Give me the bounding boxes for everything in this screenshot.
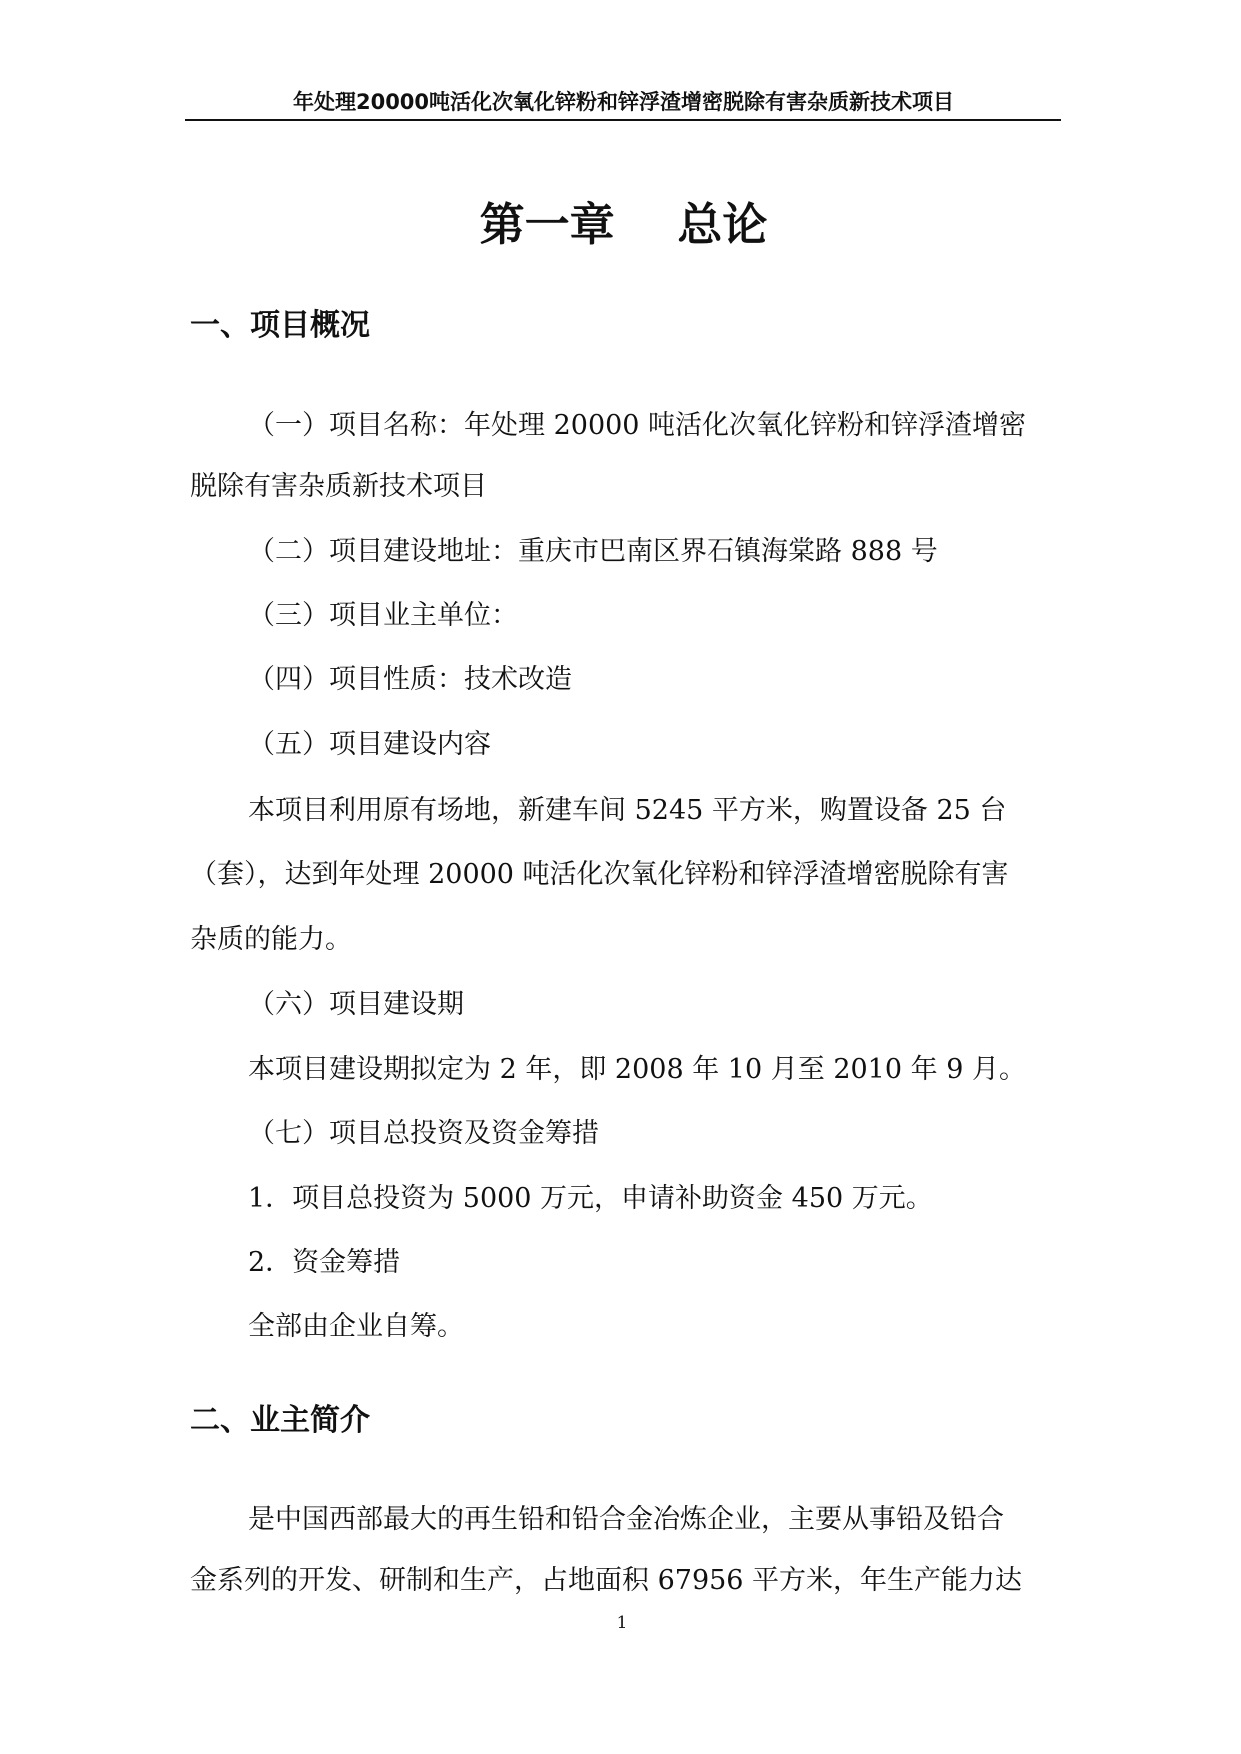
paragraph-line: 2．资金筹措 xyxy=(248,1247,401,1278)
running-header: 年处理20000吨活化次氧化锌粉和锌浮渣增密脱除有害杂质新技术项目 xyxy=(292,90,955,114)
section-heading-project-overview: 一、项目概况 xyxy=(190,308,370,343)
chapter-title: 第一章 总论 xyxy=(479,198,768,251)
section-heading-owner-profile: 二、业主简介 xyxy=(190,1403,370,1438)
header-rule xyxy=(185,119,1061,121)
paragraph-line: （六）项目建设期 xyxy=(248,989,464,1020)
paragraph-line: 本项目建设期拟定为 2 年，即 2008 年 10 月至 2010 年 9 月。 xyxy=(248,1054,1026,1085)
page-number: 1 xyxy=(616,1613,628,1633)
paragraph-line: 金系列的开发、研制和生产，占地面积 67956 平方米，年生产能力达 xyxy=(190,1565,1023,1596)
paragraph-line: 本项目利用原有场地，新建车间 5245 平方米，购置设备 25 台 xyxy=(248,795,1007,826)
paragraph-line: 脱除有害杂质新技术项目 xyxy=(190,471,487,502)
paragraph-line: （三）项目业主单位： xyxy=(248,600,518,631)
paragraph-line: 杂质的能力。 xyxy=(190,924,352,955)
paragraph-line: 是中国西部最大的再生铅和铅合金冶炼企业，主要从事铅及铅合 xyxy=(248,1504,1004,1535)
paragraph-line: 1．项目总投资为 5000 万元，申请补助资金 450 万元。 xyxy=(248,1183,933,1214)
paragraph-line: （五）项目建设内容 xyxy=(248,729,491,760)
paragraph-line: （套），达到年处理 20000 吨活化次氧化锌粉和锌浮渣增密脱除有害 xyxy=(190,859,1009,890)
paragraph-line: 全部由企业自筹。 xyxy=(248,1311,464,1342)
paragraph-line: （二）项目建设地址：重庆市巴南区界石镇海棠路 888 号 xyxy=(248,536,938,567)
paragraph-line: （七）项目总投资及资金筹措 xyxy=(248,1118,599,1149)
paragraph-line: （四）项目性质：技术改造 xyxy=(248,664,572,695)
paragraph-line: （一）项目名称：年处理 20000 吨活化次氧化锌粉和锌浮渣增密 xyxy=(248,410,1027,441)
